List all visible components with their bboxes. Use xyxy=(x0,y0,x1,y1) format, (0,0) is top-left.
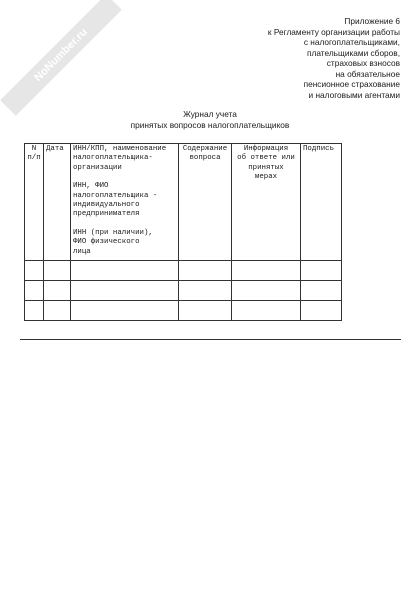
col-header-content: Содержание вопроса xyxy=(179,144,232,261)
table-cell xyxy=(71,281,179,301)
taxpayer-organization-text: ИНН/КПП, наименование налогоплательщика- организации xyxy=(73,145,167,172)
appendix-line: и налоговыми агентами xyxy=(308,89,400,100)
journal-title-line1: Журнал учета xyxy=(183,109,237,119)
table-row xyxy=(25,261,342,281)
table-cell xyxy=(44,301,71,321)
appendix-line: к Регламенту организации работы xyxy=(267,26,400,37)
col-header-date: Дата xyxy=(44,144,71,261)
taxpayer-individual-text: ИНН (при наличии), ФИО физического лица xyxy=(73,228,153,256)
col-header-answer: Информация об ответе или принятых мерах xyxy=(232,144,301,261)
appendix-line: с налогоплательщиками, xyxy=(303,37,400,47)
appendix-note xyxy=(210,16,400,100)
taxpayer-entrepreneur-text: ИНН, ФИО налогоплательщика - индивидуального предпринимателя xyxy=(73,182,158,219)
appendix-line: Приложение 6 xyxy=(344,16,400,26)
table-cell xyxy=(301,281,342,301)
col-header-signature: Подпись xyxy=(301,144,342,261)
table-row xyxy=(25,301,342,321)
appendix-line: пенсионное страхование xyxy=(303,79,400,89)
bottom-divider xyxy=(20,339,401,340)
col-header-number: N п/п xyxy=(25,144,44,261)
table-cell xyxy=(71,301,179,321)
table-cell xyxy=(179,261,232,281)
journal-table xyxy=(24,143,342,321)
table-cell xyxy=(232,281,301,301)
table-cell xyxy=(179,301,232,321)
table-cell xyxy=(179,281,232,301)
table-cell xyxy=(25,281,44,301)
table-cell xyxy=(25,261,44,281)
table-cell xyxy=(44,281,71,301)
table-header-row xyxy=(25,144,342,261)
watermark: NoNumber.ru xyxy=(0,0,122,116)
appendix-line: страховых взносов xyxy=(326,58,400,68)
table-cell xyxy=(71,261,179,281)
appendix-line: плательщиками сборов, xyxy=(307,47,400,58)
journal-title-line2: принятых вопросов налогоплательщиков xyxy=(130,119,290,130)
table-cell xyxy=(232,261,301,281)
table-cell xyxy=(25,301,44,321)
appendix-line: на обязательное xyxy=(335,68,400,79)
col-header-taxpayer xyxy=(71,144,179,261)
table-row xyxy=(25,281,342,301)
table-cell xyxy=(232,301,301,321)
table-cell xyxy=(301,261,342,281)
table-cell xyxy=(301,301,342,321)
table-cell xyxy=(44,261,71,281)
journal-title xyxy=(0,109,420,130)
